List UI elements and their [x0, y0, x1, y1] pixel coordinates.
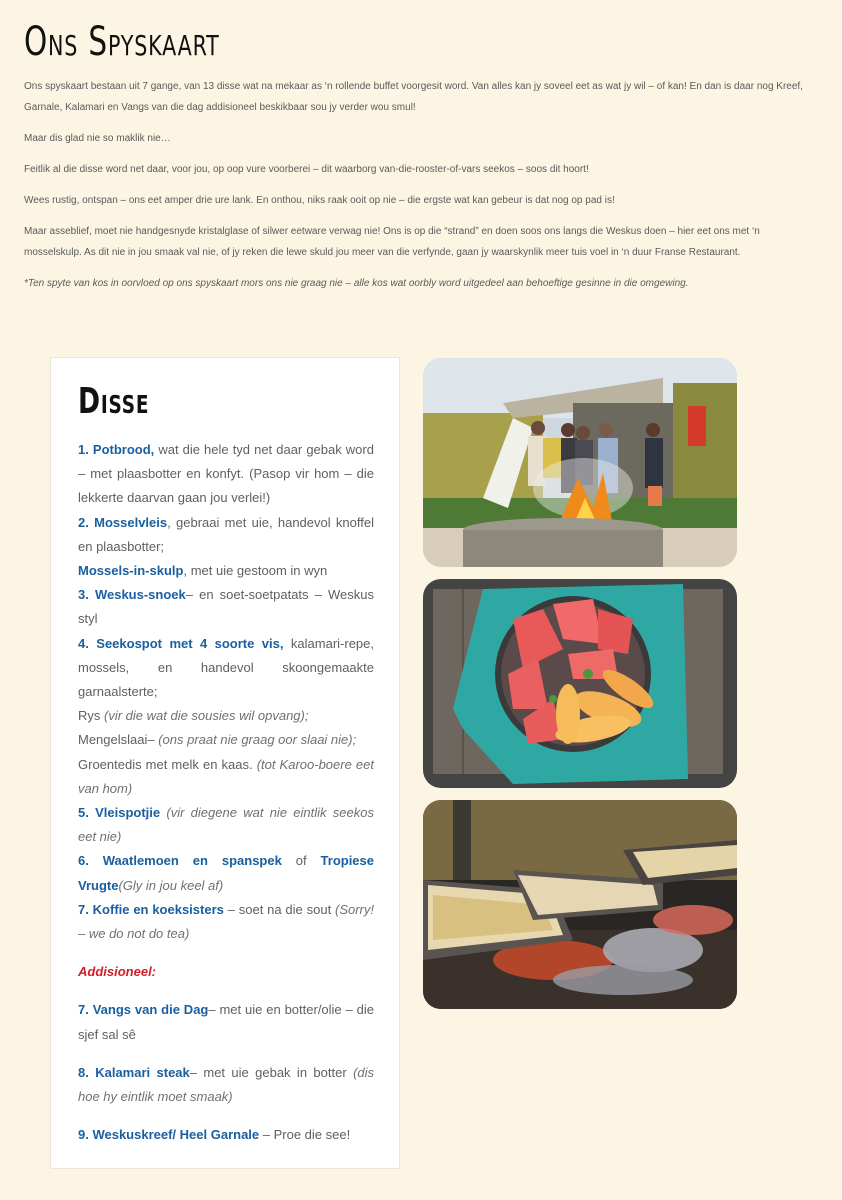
dish-name: 1. Potbrood, — [78, 442, 155, 457]
menu-item — [78, 438, 374, 511]
menu-item — [78, 559, 374, 583]
intro-paragraph: Maar dis glad nie so maklik nie… — [24, 133, 171, 144]
dish-description: – soet na die sout — [223, 901, 335, 917]
dish-plain: Mengelslaai– — [78, 732, 159, 748]
intro-text — [24, 76, 814, 304]
menu-item — [78, 632, 374, 705]
menu-item — [78, 849, 374, 897]
dish-note: (vir die wat die sousies wil opvang); — [104, 708, 309, 724]
dish-description: – met uie gebak in botter — [189, 1064, 354, 1080]
photo-fire-pit — [423, 358, 737, 567]
dish-description: – met uie en botter/olie – die sjef sal sê — [78, 1002, 374, 1042]
dish-description: kalamari-repe, mossels, en handevol skoongemaakte garnaalsterte; — [78, 635, 374, 700]
additional-heading — [78, 960, 374, 984]
menu-item — [78, 898, 374, 946]
dish-note: (Gly in jou keel af) — [118, 877, 224, 893]
dish-name: Tropiese Vrugte — [78, 853, 374, 893]
dish-name: 7. Koffie en koeksisters — [78, 901, 224, 917]
dish-name: 2. Mosselvleis — [78, 514, 168, 530]
dish-description: , met uie gestoom in wyn — [183, 563, 328, 579]
dish-description: wat die hele tyd net daar gebak word – met plaasbotter en konfyt. (Pasop vir hom – die lekkerte daarvan gaan jou verlei!) — [78, 442, 374, 506]
dish-description: – Proe die see! — [259, 1127, 351, 1143]
additional-item — [78, 1061, 374, 1109]
additional-label: Addisioneel: — [78, 964, 157, 980]
additional-item — [78, 1123, 374, 1147]
dish-note: (vir diegene wat nie eintlik seekos eet nie) — [78, 805, 374, 845]
menu-item — [78, 704, 374, 728]
dish-description: – en soet-soetpatats – Weskus styl — [78, 587, 374, 627]
photo-fruit-bowl — [423, 579, 737, 788]
dish-note: (tot Karoo-boere eet van hom) — [78, 756, 374, 796]
dish-name: 5. Vleispotjie — [78, 805, 161, 821]
dish-note: (ons praat nie graag oor slaai nie); — [158, 732, 357, 748]
page-title: Ons Spyskaart — [24, 19, 220, 65]
dish-name: 7. Vangs van die Dag — [78, 1002, 209, 1018]
dish-name: 4. Seekospot met 4 soorte vis, — [78, 635, 284, 651]
dish-note: (Sorry! – we do not do tea) — [78, 901, 374, 942]
dish-name: 6. Waatlemoen en spanspek — [78, 853, 282, 869]
dish-plain: Rys — [78, 708, 104, 724]
intro-paragraph: Maar asseblief, moet nie handgesnyde kristalglase of silwer eetware verwag nie! Ons is op die “strand” en doen soos ons langs die Weskus doen – hier eet ons met ‘n mosselskulp. As dit nie in jou smaak val nie, of jy reken die lewe skuld jou meer van die verfynde, gaan jy waarskynlik meer tuis voel in ‘n duur Franse Restaurant. — [24, 226, 760, 258]
additional-item — [78, 998, 374, 1046]
menu-item — [78, 583, 374, 631]
dish-plain: Groentedis met melk en kaas. — [78, 756, 257, 772]
menu-title: Disse — [78, 381, 150, 422]
dish-description: , gebraai met uie, handevol knoffel en plaasbotter; — [78, 514, 374, 554]
menu-item — [78, 801, 374, 849]
dish-name: 3. Weskus-snoek — [78, 587, 186, 603]
dish-note: (dis hoe hy eintlik moet smaak) — [78, 1064, 375, 1105]
menu-card — [50, 357, 400, 1169]
footnote: *Ten spyte van kos in oorvloed op ons spyskaart mors ons nie graag nie – alle kos wat oorbly word uitgedeel aan behoeftige gesinne in die omgewing. — [24, 278, 689, 289]
intro-paragraph: Ons spyskaart bestaan uit 7 gange, van 13 disse wat na mekaar as ‘n rollende buffet voorgesit word. Van alles kan jy soveel eet as wat jy wil – of kan! En dan is daar nog Kreef, Garnale, Kalamari en Vangs van die dag addisioneel beskikbaar sou jy verder wou smul! — [24, 81, 803, 113]
photo-fish-grill — [423, 800, 737, 1009]
menu-item — [78, 511, 374, 559]
menu-list — [78, 438, 374, 1147]
dish-name: Mossels-in-skulp — [78, 563, 184, 579]
menu-item — [78, 753, 374, 801]
menu-item — [78, 728, 374, 752]
dish-name: 9. Weskuskreef/ Heel Garnale — [78, 1127, 260, 1143]
intro-paragraph: Wees rustig, ontspan – ons eet amper drie ure lank. En onthou, niks raak ooit op nie – die ergste wat kan gebeur is dat nog op pad is! — [24, 195, 615, 206]
intro-paragraph: Feitlik al die disse word net daar, voor jou, op oop vure voorberei – dit waarborg van-die-rooster-of-vars seekos – soos dit hoort! — [24, 164, 589, 175]
dish-description: of — [281, 853, 321, 869]
dish-name: 8. Kalamari steak — [78, 1064, 190, 1080]
